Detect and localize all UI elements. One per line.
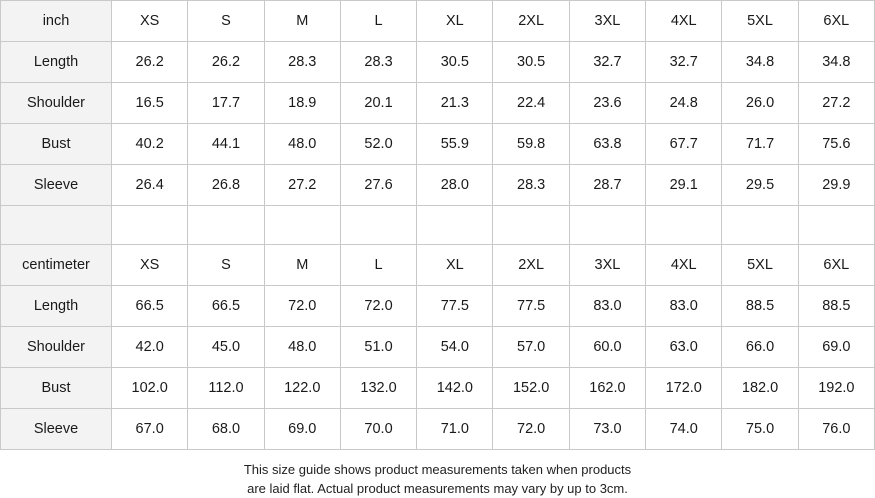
row-label-bust-cm: Bust xyxy=(1,368,112,409)
row-label-sleeve-inch: Sleeve xyxy=(1,165,112,206)
cell-length-xs-cm: 66.5 xyxy=(112,286,188,327)
cell-bust-4xl-inch: 67.7 xyxy=(646,124,722,165)
column-header-4xl-cm: 4XL xyxy=(646,245,722,286)
cell-bust-3xl-cm: 162.0 xyxy=(569,368,645,409)
row-label-shoulder-cm: Shoulder xyxy=(1,327,112,368)
cell-sleeve-l-cm: 70.0 xyxy=(340,409,416,450)
spacer-cell xyxy=(493,206,569,245)
unit-label-inch: inch xyxy=(1,1,112,42)
footnote-line-2: are laid flat. Actual product measurements may vary by up to 3cm. xyxy=(247,481,628,496)
cell-sleeve-xl-inch: 28.0 xyxy=(417,165,493,206)
row-label-length-cm: Length xyxy=(1,286,112,327)
row-label-shoulder-inch: Shoulder xyxy=(1,83,112,124)
cell-sleeve-3xl-cm: 73.0 xyxy=(569,409,645,450)
cell-bust-2xl-cm: 152.0 xyxy=(493,368,569,409)
spacer-cell xyxy=(264,206,340,245)
column-header-xl-inch: XL xyxy=(417,1,493,42)
table-row xyxy=(1,42,875,83)
table-row-header-cm xyxy=(1,245,875,286)
cell-shoulder-2xl-inch: 22.4 xyxy=(493,83,569,124)
cell-sleeve-xs-inch: 26.4 xyxy=(112,165,188,206)
cell-bust-l-inch: 52.0 xyxy=(340,124,416,165)
cell-length-2xl-cm: 77.5 xyxy=(493,286,569,327)
cell-length-m-inch: 28.3 xyxy=(264,42,340,83)
cell-sleeve-xl-cm: 71.0 xyxy=(417,409,493,450)
cell-sleeve-4xl-cm: 74.0 xyxy=(646,409,722,450)
cell-shoulder-4xl-inch: 24.8 xyxy=(646,83,722,124)
cell-length-5xl-inch: 34.8 xyxy=(722,42,798,83)
cell-shoulder-s-cm: 45.0 xyxy=(188,327,264,368)
cell-length-l-cm: 72.0 xyxy=(340,286,416,327)
table-row xyxy=(1,409,875,450)
cell-length-6xl-inch: 34.8 xyxy=(798,42,874,83)
cell-bust-5xl-cm: 182.0 xyxy=(722,368,798,409)
cell-bust-m-cm: 122.0 xyxy=(264,368,340,409)
cell-bust-xl-inch: 55.9 xyxy=(417,124,493,165)
cell-shoulder-3xl-inch: 23.6 xyxy=(569,83,645,124)
column-header-xs-inch: XS xyxy=(112,1,188,42)
cell-shoulder-4xl-cm: 63.0 xyxy=(646,327,722,368)
table-row xyxy=(1,327,875,368)
cell-shoulder-6xl-cm: 69.0 xyxy=(798,327,874,368)
cell-bust-xs-cm: 102.0 xyxy=(112,368,188,409)
column-header-6xl-cm: 6XL xyxy=(798,245,874,286)
cell-sleeve-6xl-cm: 76.0 xyxy=(798,409,874,450)
cell-shoulder-2xl-cm: 57.0 xyxy=(493,327,569,368)
spacer-cell xyxy=(569,206,645,245)
spacer-cell xyxy=(1,206,112,245)
cell-bust-m-inch: 48.0 xyxy=(264,124,340,165)
row-label-bust-inch: Bust xyxy=(1,124,112,165)
cell-bust-s-inch: 44.1 xyxy=(188,124,264,165)
cell-shoulder-xs-inch: 16.5 xyxy=(112,83,188,124)
unit-label-centimeter: centimeter xyxy=(1,245,112,286)
column-header-3xl-cm: 3XL xyxy=(569,245,645,286)
cell-length-xl-cm: 77.5 xyxy=(417,286,493,327)
cell-sleeve-s-cm: 68.0 xyxy=(188,409,264,450)
column-header-2xl-cm: 2XL xyxy=(493,245,569,286)
column-header-6xl-inch: 6XL xyxy=(798,1,874,42)
cell-shoulder-m-inch: 18.9 xyxy=(264,83,340,124)
cell-bust-4xl-cm: 172.0 xyxy=(646,368,722,409)
spacer-cell xyxy=(188,206,264,245)
cell-bust-6xl-cm: 192.0 xyxy=(798,368,874,409)
table-row-header-inch xyxy=(1,1,875,42)
table-row xyxy=(1,368,875,409)
cell-bust-3xl-inch: 63.8 xyxy=(569,124,645,165)
column-header-s-cm: S xyxy=(188,245,264,286)
spacer-cell xyxy=(340,206,416,245)
table-row xyxy=(1,83,875,124)
column-header-xs-cm: XS xyxy=(112,245,188,286)
column-header-5xl-inch: 5XL xyxy=(722,1,798,42)
cell-shoulder-xl-cm: 54.0 xyxy=(417,327,493,368)
cell-length-5xl-cm: 88.5 xyxy=(722,286,798,327)
cell-length-3xl-cm: 83.0 xyxy=(569,286,645,327)
cell-sleeve-m-inch: 27.2 xyxy=(264,165,340,206)
cell-sleeve-6xl-inch: 29.9 xyxy=(798,165,874,206)
column-header-2xl-inch: 2XL xyxy=(493,1,569,42)
spacer-cell xyxy=(417,206,493,245)
cell-length-l-inch: 28.3 xyxy=(340,42,416,83)
cell-length-xs-inch: 26.2 xyxy=(112,42,188,83)
column-header-4xl-inch: 4XL xyxy=(646,1,722,42)
cell-length-s-cm: 66.5 xyxy=(188,286,264,327)
cell-bust-xs-inch: 40.2 xyxy=(112,124,188,165)
column-header-s-inch: S xyxy=(188,1,264,42)
cell-shoulder-l-cm: 51.0 xyxy=(340,327,416,368)
table-row xyxy=(1,165,875,206)
cell-sleeve-2xl-cm: 72.0 xyxy=(493,409,569,450)
column-header-xl-cm: XL xyxy=(417,245,493,286)
table-spacer-row xyxy=(1,206,875,245)
cell-sleeve-2xl-inch: 28.3 xyxy=(493,165,569,206)
cell-length-6xl-cm: 88.5 xyxy=(798,286,874,327)
row-label-sleeve-cm: Sleeve xyxy=(1,409,112,450)
cell-sleeve-xs-cm: 67.0 xyxy=(112,409,188,450)
spacer-cell xyxy=(798,206,874,245)
column-header-3xl-inch: 3XL xyxy=(569,1,645,42)
cell-sleeve-5xl-inch: 29.5 xyxy=(722,165,798,206)
spacer-cell xyxy=(646,206,722,245)
cell-sleeve-m-cm: 69.0 xyxy=(264,409,340,450)
cell-length-3xl-inch: 32.7 xyxy=(569,42,645,83)
cell-shoulder-5xl-cm: 66.0 xyxy=(722,327,798,368)
column-header-l-inch: L xyxy=(340,1,416,42)
cell-bust-s-cm: 112.0 xyxy=(188,368,264,409)
table-row xyxy=(1,124,875,165)
row-label-length-inch: Length xyxy=(1,42,112,83)
cell-shoulder-s-inch: 17.7 xyxy=(188,83,264,124)
cell-bust-6xl-inch: 75.6 xyxy=(798,124,874,165)
cell-bust-5xl-inch: 71.7 xyxy=(722,124,798,165)
cell-length-4xl-cm: 83.0 xyxy=(646,286,722,327)
size-guide-footnote xyxy=(0,450,875,498)
cell-length-m-cm: 72.0 xyxy=(264,286,340,327)
cell-shoulder-l-inch: 20.1 xyxy=(340,83,416,124)
column-header-m-cm: M xyxy=(264,245,340,286)
column-header-m-inch: M xyxy=(264,1,340,42)
column-header-5xl-cm: 5XL xyxy=(722,245,798,286)
cell-bust-xl-cm: 142.0 xyxy=(417,368,493,409)
cell-length-4xl-inch: 32.7 xyxy=(646,42,722,83)
cell-sleeve-5xl-cm: 75.0 xyxy=(722,409,798,450)
footnote-line-1: This size guide shows product measurements taken when products xyxy=(243,462,632,477)
spacer-cell xyxy=(112,206,188,245)
cell-shoulder-6xl-inch: 27.2 xyxy=(798,83,874,124)
cell-shoulder-xl-inch: 21.3 xyxy=(417,83,493,124)
cell-sleeve-3xl-inch: 28.7 xyxy=(569,165,645,206)
cell-sleeve-4xl-inch: 29.1 xyxy=(646,165,722,206)
spacer-cell xyxy=(722,206,798,245)
cell-length-s-inch: 26.2 xyxy=(188,42,264,83)
cell-shoulder-3xl-cm: 60.0 xyxy=(569,327,645,368)
cell-shoulder-m-cm: 48.0 xyxy=(264,327,340,368)
cell-bust-2xl-inch: 59.8 xyxy=(493,124,569,165)
cell-shoulder-5xl-inch: 26.0 xyxy=(722,83,798,124)
cell-bust-l-cm: 132.0 xyxy=(340,368,416,409)
cell-shoulder-xs-cm: 42.0 xyxy=(112,327,188,368)
cell-sleeve-s-inch: 26.8 xyxy=(188,165,264,206)
cell-sleeve-l-inch: 27.6 xyxy=(340,165,416,206)
cell-length-2xl-inch: 30.5 xyxy=(493,42,569,83)
table-row xyxy=(1,286,875,327)
column-header-l-cm: L xyxy=(340,245,416,286)
cell-length-xl-inch: 30.5 xyxy=(417,42,493,83)
